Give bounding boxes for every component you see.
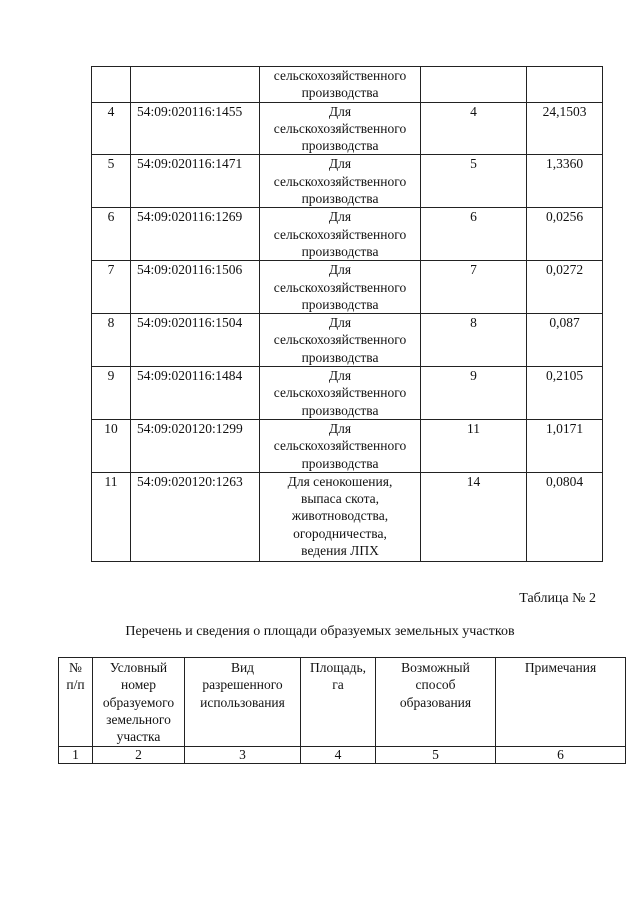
cell-line: производства [301, 191, 379, 207]
purpose-cell [260, 102, 421, 155]
cell-line: Условный [109, 660, 168, 675]
row-number-cell: 11 [92, 472, 131, 561]
cell-line: Для [328, 262, 352, 278]
column-number-cell: 6 [496, 747, 626, 764]
formed-plots-table [58, 657, 626, 764]
cell-line: производства [301, 138, 379, 154]
column-number-cell: 4 [301, 747, 376, 764]
table-number-label: Таблица № 2 [519, 591, 596, 606]
cell-line: номер [120, 677, 156, 693]
ref-number-cell: 6 [421, 208, 527, 261]
cell-line: огородничества, [293, 525, 387, 541]
cell-line: сельскохозяйственного [273, 68, 407, 83]
cell-line: разрешенного [202, 677, 283, 693]
area-cell: 1,3360 [527, 155, 603, 208]
cell-line: Для сенокошения, [287, 473, 393, 489]
cell-line: сельскохозяйственного [273, 438, 407, 454]
cadastral-number-cell [131, 67, 260, 103]
column-number-cell: 5 [376, 747, 496, 764]
cell-line: животноводства, [291, 508, 389, 524]
formed-plots-header-row [59, 658, 626, 747]
cell-line: сельскохозяйственного [273, 120, 407, 136]
cell-line: сельскохозяйственного [273, 173, 407, 189]
header-conditional-number [93, 658, 185, 747]
cadastral-number-cell: 54:09:020116:1471 [131, 155, 260, 208]
cell-line: Для [328, 368, 352, 384]
cell-line: Примечания [524, 660, 597, 675]
cell-line: производства [301, 349, 379, 365]
row-number-cell: 6 [92, 208, 131, 261]
purpose-cell [260, 67, 421, 103]
header-area [301, 658, 376, 747]
area-cell: 0,0256 [527, 208, 603, 261]
header-number [59, 658, 93, 747]
cell-line: производства [301, 85, 379, 101]
area-cell: 0,087 [527, 314, 603, 367]
area-cell: 0,0272 [527, 261, 603, 314]
row-number-cell: 4 [92, 102, 131, 155]
cell-line: сельскохозяйственного [273, 332, 407, 348]
area-cell: 0,0804 [527, 472, 603, 561]
cell-line: способ [415, 677, 456, 693]
table-row [92, 67, 603, 103]
cell-line: производства [301, 296, 379, 312]
ref-number-cell: 8 [421, 314, 527, 367]
table-caption: Перечень и сведения о площади образуемых земельных участков [125, 624, 515, 639]
table-row [92, 314, 603, 367]
purpose-cell [260, 419, 421, 472]
purpose-cell [260, 367, 421, 420]
cell-line: сельскохозяйственного [273, 279, 407, 295]
cell-line: участка [116, 729, 161, 745]
area-cell: 24,1503 [527, 102, 603, 155]
cell-line: Возможный [401, 660, 470, 675]
area-cell: 1,0171 [527, 419, 603, 472]
cell-line: образования [399, 694, 472, 710]
ref-number-cell: 14 [421, 472, 527, 561]
table-row [92, 419, 603, 472]
column-number-cell: 1 [59, 747, 93, 764]
table-row [92, 102, 603, 155]
cell-line: производства [301, 402, 379, 418]
ref-number-cell: 5 [421, 155, 527, 208]
ref-number-cell [421, 67, 527, 103]
cell-line: Для [328, 103, 352, 119]
formed-plots-column-numbers-row [59, 747, 626, 764]
cell-line: п/п [66, 677, 85, 693]
cell-line: Для [328, 420, 352, 436]
cell-line: Площадь, [309, 660, 367, 675]
area-cell [527, 67, 603, 103]
cadastral-number-cell: 54:09:020116:1506 [131, 261, 260, 314]
cell-line: образуемого [102, 694, 175, 710]
ref-number-cell: 11 [421, 419, 527, 472]
cell-line: ведения ЛПХ [301, 543, 379, 559]
purpose-cell [260, 314, 421, 367]
purpose-cell [260, 261, 421, 314]
column-number-cell: 3 [185, 747, 301, 764]
cell-line: производства [301, 243, 379, 259]
cell-line: Для [328, 315, 352, 331]
cell-line: га [332, 677, 344, 693]
header-formation-method [376, 658, 496, 747]
row-number-cell: 5 [92, 155, 131, 208]
cell-line: Для [328, 209, 352, 225]
cell-line: сельскохозяйственного [273, 385, 407, 401]
purpose-cell [260, 208, 421, 261]
cadastral-number-cell: 54:09:020116:1455 [131, 102, 260, 155]
header-permitted-use [185, 658, 301, 747]
row-number-cell: 9 [92, 367, 131, 420]
ref-number-cell: 7 [421, 261, 527, 314]
row-number-cell: 7 [92, 261, 131, 314]
table-row [92, 261, 603, 314]
column-number-cell: 2 [93, 747, 185, 764]
cadastral-number-cell: 54:09:020116:1269 [131, 208, 260, 261]
table-row [92, 472, 603, 561]
table-row [92, 367, 603, 420]
ref-number-cell: 9 [421, 367, 527, 420]
cell-line: земельного [106, 711, 171, 727]
area-cell: 0,2105 [527, 367, 603, 420]
land-plots-table [91, 66, 603, 562]
cell-line: использования [200, 694, 285, 710]
row-number-cell: 8 [92, 314, 131, 367]
ref-number-cell: 4 [421, 102, 527, 155]
land-plots-table-body [92, 67, 603, 562]
cell-line: Вид [230, 660, 255, 675]
cell-line: выпаса скота, [300, 491, 380, 507]
cadastral-number-cell: 54:09:020120:1299 [131, 419, 260, 472]
cadastral-number-cell: 54:09:020116:1484 [131, 367, 260, 420]
table-row [92, 208, 603, 261]
row-number-cell: 10 [92, 419, 131, 472]
cadastral-number-cell: 54:09:020116:1504 [131, 314, 260, 367]
cell-line: Для [328, 156, 352, 172]
cell-line: № [69, 660, 82, 675]
header-notes [496, 658, 626, 747]
cell-line: сельскохозяйственного [273, 226, 407, 242]
table-row [92, 155, 603, 208]
cadastral-number-cell: 54:09:020120:1263 [131, 472, 260, 561]
purpose-cell [260, 472, 421, 561]
row-number-cell [92, 67, 131, 103]
cell-line: производства [301, 455, 379, 471]
purpose-cell [260, 155, 421, 208]
